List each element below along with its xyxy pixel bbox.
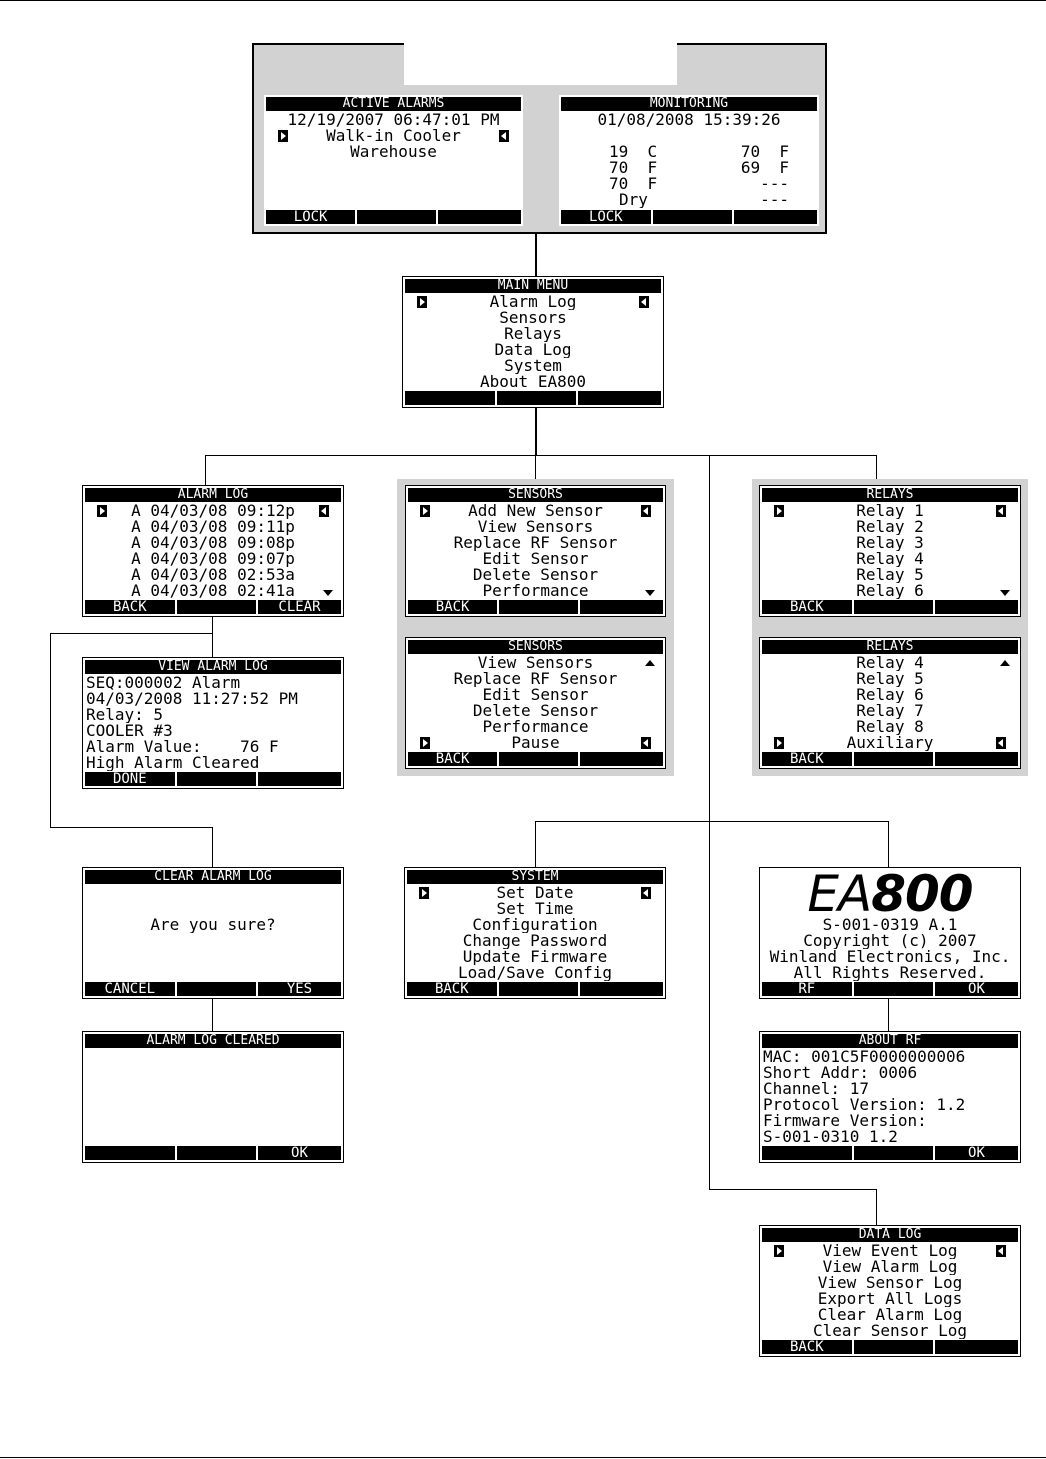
connector <box>205 455 877 456</box>
alarm-log-entry[interactable]: A 04/03/08 09:12p <box>85 503 341 519</box>
menu-item[interactable]: Delete Sensor <box>472 703 599 719</box>
softkey-2[interactable] <box>497 391 578 405</box>
menu-item-auxiliary[interactable]: Auxiliary <box>762 735 1018 751</box>
connector <box>876 1189 877 1226</box>
connector <box>535 407 537 455</box>
menu-item[interactable]: Export All Logs <box>817 1291 963 1307</box>
cursor-right-icon <box>499 130 509 142</box>
detail-line: MAC: 001C5F0000000006 <box>763 1049 966 1065</box>
screen-title: VIEW ALARM LOG <box>85 660 341 674</box>
screen-title: RELAYS <box>762 640 1018 654</box>
menu-item-sensors[interactable]: Sensors <box>499 310 567 326</box>
screen-title: RELAYS <box>762 488 1018 502</box>
softkey-3[interactable] <box>438 210 521 224</box>
sensors-screen-1 <box>405 485 666 617</box>
cursor-left-icon <box>97 505 107 517</box>
softkey-bar <box>408 752 663 766</box>
softkey-3[interactable] <box>580 600 663 614</box>
connector <box>709 455 710 1189</box>
reading-row: 19 C 70 F <box>609 144 789 160</box>
scroll-up-icon <box>1000 660 1010 666</box>
menu-item[interactable]: Relay 4 <box>856 551 924 567</box>
menu-item-system[interactable]: System <box>504 358 562 374</box>
connector <box>212 827 213 868</box>
monitoring-screen <box>559 95 819 226</box>
softkey-1[interactable] <box>405 391 497 405</box>
screen-title: CLEAR ALARM LOG <box>85 870 341 884</box>
cursor-right-icon <box>319 505 329 517</box>
ok-button[interactable]: OK <box>968 982 985 996</box>
screen-title: ACTIVE ALARMS <box>266 97 521 111</box>
softkey-bar <box>405 391 661 405</box>
menu-item[interactable]: Relay 7 <box>856 703 924 719</box>
softkey-bar <box>85 772 341 786</box>
panel-notch <box>404 41 677 85</box>
softkey-2[interactable] <box>499 600 580 614</box>
clear-alarm-log-screen <box>82 867 344 999</box>
softkey-3[interactable] <box>258 772 341 786</box>
screen-title: MONITORING <box>561 97 817 111</box>
softkey-bar <box>266 210 521 224</box>
screen-title: MAIN MENU <box>405 279 661 293</box>
copyright-text: Copyright (c) 2007 <box>803 933 977 949</box>
screen-title: ABOUT RF <box>762 1034 1018 1048</box>
cursor-left-icon <box>774 737 784 749</box>
relays-screen-1 <box>759 485 1021 617</box>
detail-line: S-001-0310 1.2 <box>763 1129 898 1145</box>
cursor-left-icon <box>420 737 430 749</box>
softkey-3[interactable] <box>935 600 1018 614</box>
softkey-bar <box>762 982 1018 996</box>
connector <box>888 821 889 868</box>
detail-line: Channel: 17 <box>763 1081 869 1097</box>
about-screen <box>759 867 1021 999</box>
screen-title: ALARM LOG <box>85 488 341 502</box>
softkey-2[interactable] <box>357 210 438 224</box>
softkey-3[interactable] <box>935 1340 1018 1354</box>
menu-item-relay-1[interactable]: Relay 1 <box>762 503 1018 519</box>
menu-item[interactable]: Change Password <box>462 933 608 949</box>
menu-item-alarm-log[interactable]: Alarm Log <box>405 294 661 310</box>
detail-line: 04/03/2008 11:27:52 PM <box>86 691 298 707</box>
rights-text: All Rights Reserved. <box>793 965 987 981</box>
connector <box>709 1189 876 1190</box>
softkey-1[interactable] <box>762 1146 854 1160</box>
softkey-1[interactable] <box>85 1146 177 1160</box>
softkey-bar <box>408 600 663 614</box>
menu-item[interactable]: Relay 5 <box>856 671 924 687</box>
softkey-3[interactable] <box>935 752 1018 766</box>
softkey-3[interactable] <box>578 391 661 405</box>
softkey-bar <box>762 1146 1018 1160</box>
alarm-log-entry[interactable]: A 04/03/08 09:08p <box>131 535 295 551</box>
menu-item[interactable]: Relay 8 <box>856 719 924 735</box>
menu-item[interactable]: Configuration <box>472 917 598 933</box>
relays-screen-2 <box>759 637 1021 769</box>
data-log-screen <box>759 1225 1021 1357</box>
sensors-screen-2 <box>405 637 666 769</box>
connector <box>212 616 213 658</box>
confirm-prompt: Are you sure? <box>150 917 276 933</box>
cursor-left-icon <box>419 887 429 899</box>
detail-line: COOLER #3 <box>86 723 173 739</box>
screen-title: DATA LOG <box>762 1228 1018 1242</box>
back-button[interactable]: BACK <box>762 752 854 766</box>
menu-item[interactable]: Replace RF Sensor <box>453 671 618 687</box>
softkey-bar <box>762 1340 1018 1354</box>
menu-item[interactable]: Relay 3 <box>856 535 924 551</box>
ok-button[interactable]: OK <box>291 1146 308 1160</box>
menu-item[interactable]: Load/Save Config <box>457 965 613 981</box>
cursor-left-icon <box>774 1245 784 1257</box>
softkey-2[interactable] <box>854 982 935 996</box>
softkey-2[interactable] <box>177 982 258 996</box>
alarm-log-entry[interactable]: A 04/03/08 09:11p <box>131 519 295 535</box>
bottom-rule <box>0 1457 1046 1458</box>
clear-button[interactable]: CLEAR <box>278 600 321 614</box>
scroll-down-icon <box>323 590 333 596</box>
cursor-right-icon <box>996 1245 1006 1257</box>
softkey-bar <box>85 982 341 996</box>
menu-item[interactable]: Relay 5 <box>856 567 924 583</box>
softkey-1[interactable]: LOCK <box>561 210 653 224</box>
cursor-left-icon <box>417 296 427 308</box>
back-button[interactable]: BACK <box>408 752 499 766</box>
menu-item[interactable]: Set Time <box>496 901 574 917</box>
softkey-2[interactable] <box>854 1146 935 1160</box>
menu-item[interactable]: Delete Sensor <box>472 567 599 583</box>
firmware-id: S-001-0319 A.1 <box>822 917 958 933</box>
softkey-2[interactable] <box>653 210 734 224</box>
connector <box>535 233 537 277</box>
done-button[interactable]: DONE <box>85 772 177 786</box>
detail-line: Firmware Version: <box>763 1113 927 1129</box>
alarm-log-entry[interactable]: A 04/03/08 09:07p <box>131 551 295 567</box>
ea800-logo: EA800 <box>807 867 973 923</box>
cursor-left-icon <box>774 505 784 517</box>
menu-item-relays[interactable]: Relays <box>504 326 562 342</box>
cursor-right-icon <box>996 737 1006 749</box>
system-screen <box>404 867 666 999</box>
softkey-bar <box>407 982 663 996</box>
menu-item-pause[interactable]: Pause <box>408 735 663 751</box>
menu-item[interactable]: Clear Alarm Log <box>817 1307 963 1323</box>
softkey-2[interactable] <box>854 600 935 614</box>
softkey-bar <box>561 210 817 224</box>
menu-item[interactable]: Edit Sensor <box>482 551 589 567</box>
detail-line: Relay: 5 <box>86 707 164 723</box>
softkey-2[interactable] <box>499 982 580 996</box>
softkey-3[interactable] <box>580 982 663 996</box>
datetime-text: 01/08/2008 15:39:26 <box>597 112 781 128</box>
menu-item[interactable]: Update Firmware <box>462 949 608 965</box>
connector <box>888 998 889 1032</box>
menu-item[interactable]: Edit Sensor <box>482 687 589 703</box>
menu-item[interactable]: Relay 6 <box>856 687 924 703</box>
cursor-left-icon <box>420 505 430 517</box>
alarm-log-screen <box>82 485 344 617</box>
connector <box>535 821 889 822</box>
scroll-up-icon <box>645 660 655 666</box>
main-menu-screen <box>402 276 664 408</box>
menu-item[interactable]: Performance <box>482 583 589 599</box>
softkey-2[interactable] <box>854 1340 935 1354</box>
alarm-log-entry[interactable]: A 04/03/08 02:53a <box>131 567 295 583</box>
connector <box>212 998 213 1032</box>
detail-line: High Alarm Cleared <box>86 755 260 771</box>
company-text: Winland Electronics, Inc. <box>769 949 1011 965</box>
softkey-2[interactable] <box>177 600 258 614</box>
datetime-text: 12/19/2007 06:47:01 PM <box>287 112 500 128</box>
menu-item-view-event-log[interactable]: View Event Log <box>762 1243 1018 1259</box>
connector <box>205 455 206 486</box>
menu-item[interactable]: Relay 4 <box>856 655 924 671</box>
softkey-bar <box>85 1146 341 1160</box>
menu-item-add-new-sensor[interactable]: Add New Sensor <box>408 503 663 519</box>
menu-item[interactable]: Relay 6 <box>856 583 924 599</box>
softkey-2[interactable] <box>854 752 935 766</box>
reading-row: 70 F --- <box>609 176 789 192</box>
cursor-right-icon <box>641 737 651 749</box>
cursor-right-icon <box>639 296 649 308</box>
scroll-down-icon <box>1000 590 1010 596</box>
softkey-1[interactable]: LOCK <box>266 210 357 224</box>
back-button[interactable]: BACK <box>762 1340 854 1354</box>
alarm-log-cleared-screen <box>82 1031 344 1163</box>
ok-button[interactable]: OK <box>968 1146 985 1160</box>
about-rf-screen <box>759 1031 1021 1163</box>
cursor-left-icon <box>278 130 288 142</box>
alarm-log-entry[interactable]: A 04/03/08 02:41a <box>131 583 295 599</box>
cursor-right-icon <box>641 887 651 899</box>
menu-item[interactable]: Clear Sensor Log <box>812 1323 968 1339</box>
connector <box>535 821 536 868</box>
reading-row: Dry --- <box>619 192 789 208</box>
connector <box>50 633 212 634</box>
connector <box>50 633 51 827</box>
softkey-bar <box>762 752 1018 766</box>
softkey-bar <box>762 600 1018 614</box>
screen-title: ALARM LOG CLEARED <box>85 1034 341 1048</box>
detail-line: Protocol Version: 1.2 <box>763 1097 966 1113</box>
softkey-2[interactable] <box>177 772 258 786</box>
active-alarms-screen <box>264 95 523 226</box>
menu-item[interactable]: Performance <box>482 719 589 735</box>
menu-item[interactable]: View Alarm Log <box>822 1259 958 1275</box>
top-rule <box>0 0 1046 1</box>
cursor-right-icon <box>996 505 1006 517</box>
screen-title: SYSTEM <box>407 870 663 884</box>
menu-item-data-log[interactable]: Data Log <box>494 342 572 358</box>
view-alarm-log-screen <box>82 657 344 789</box>
menu-item[interactable]: Replace RF Sensor <box>453 535 618 551</box>
menu-item-set-date[interactable]: Set Date <box>407 885 663 901</box>
softkey-bar <box>85 600 341 614</box>
softkey-3[interactable] <box>580 752 663 766</box>
scroll-down-icon <box>645 590 655 596</box>
alarm-location[interactable]: Walk-in Cooler <box>266 128 521 144</box>
menu-item[interactable]: View Sensor Log <box>817 1275 963 1291</box>
screen-title: SENSORS <box>408 640 663 654</box>
cursor-right-icon <box>641 505 651 517</box>
softkey-2[interactable] <box>177 1146 258 1160</box>
back-button[interactable]: BACK <box>407 982 499 996</box>
menu-item[interactable]: View Sensors <box>477 655 594 671</box>
detail-line: Short Addr: 0006 <box>763 1065 918 1081</box>
rf-button[interactable]: RF <box>762 982 854 996</box>
menu-item[interactable]: Relay 2 <box>856 519 924 535</box>
back-button[interactable]: BACK <box>408 600 499 614</box>
detail-line: Alarm Value: 76 F <box>86 739 279 755</box>
cancel-button[interactable]: CANCEL <box>85 982 177 996</box>
yes-button[interactable]: YES <box>286 982 313 996</box>
back-button[interactable]: BACK <box>762 600 854 614</box>
softkey-3[interactable] <box>734 210 817 224</box>
connector <box>50 827 213 828</box>
menu-item-about[interactable]: About EA800 <box>480 374 586 390</box>
menu-item[interactable]: View Sensors <box>477 519 594 535</box>
screen-title: SENSORS <box>408 488 663 502</box>
alarm-zone: Warehouse <box>350 144 437 160</box>
reading-row: 70 F 69 F <box>609 160 789 176</box>
detail-line: SEQ:000002 Alarm <box>86 675 241 691</box>
back-button[interactable]: BACK <box>85 600 177 614</box>
softkey-2[interactable] <box>499 752 580 766</box>
